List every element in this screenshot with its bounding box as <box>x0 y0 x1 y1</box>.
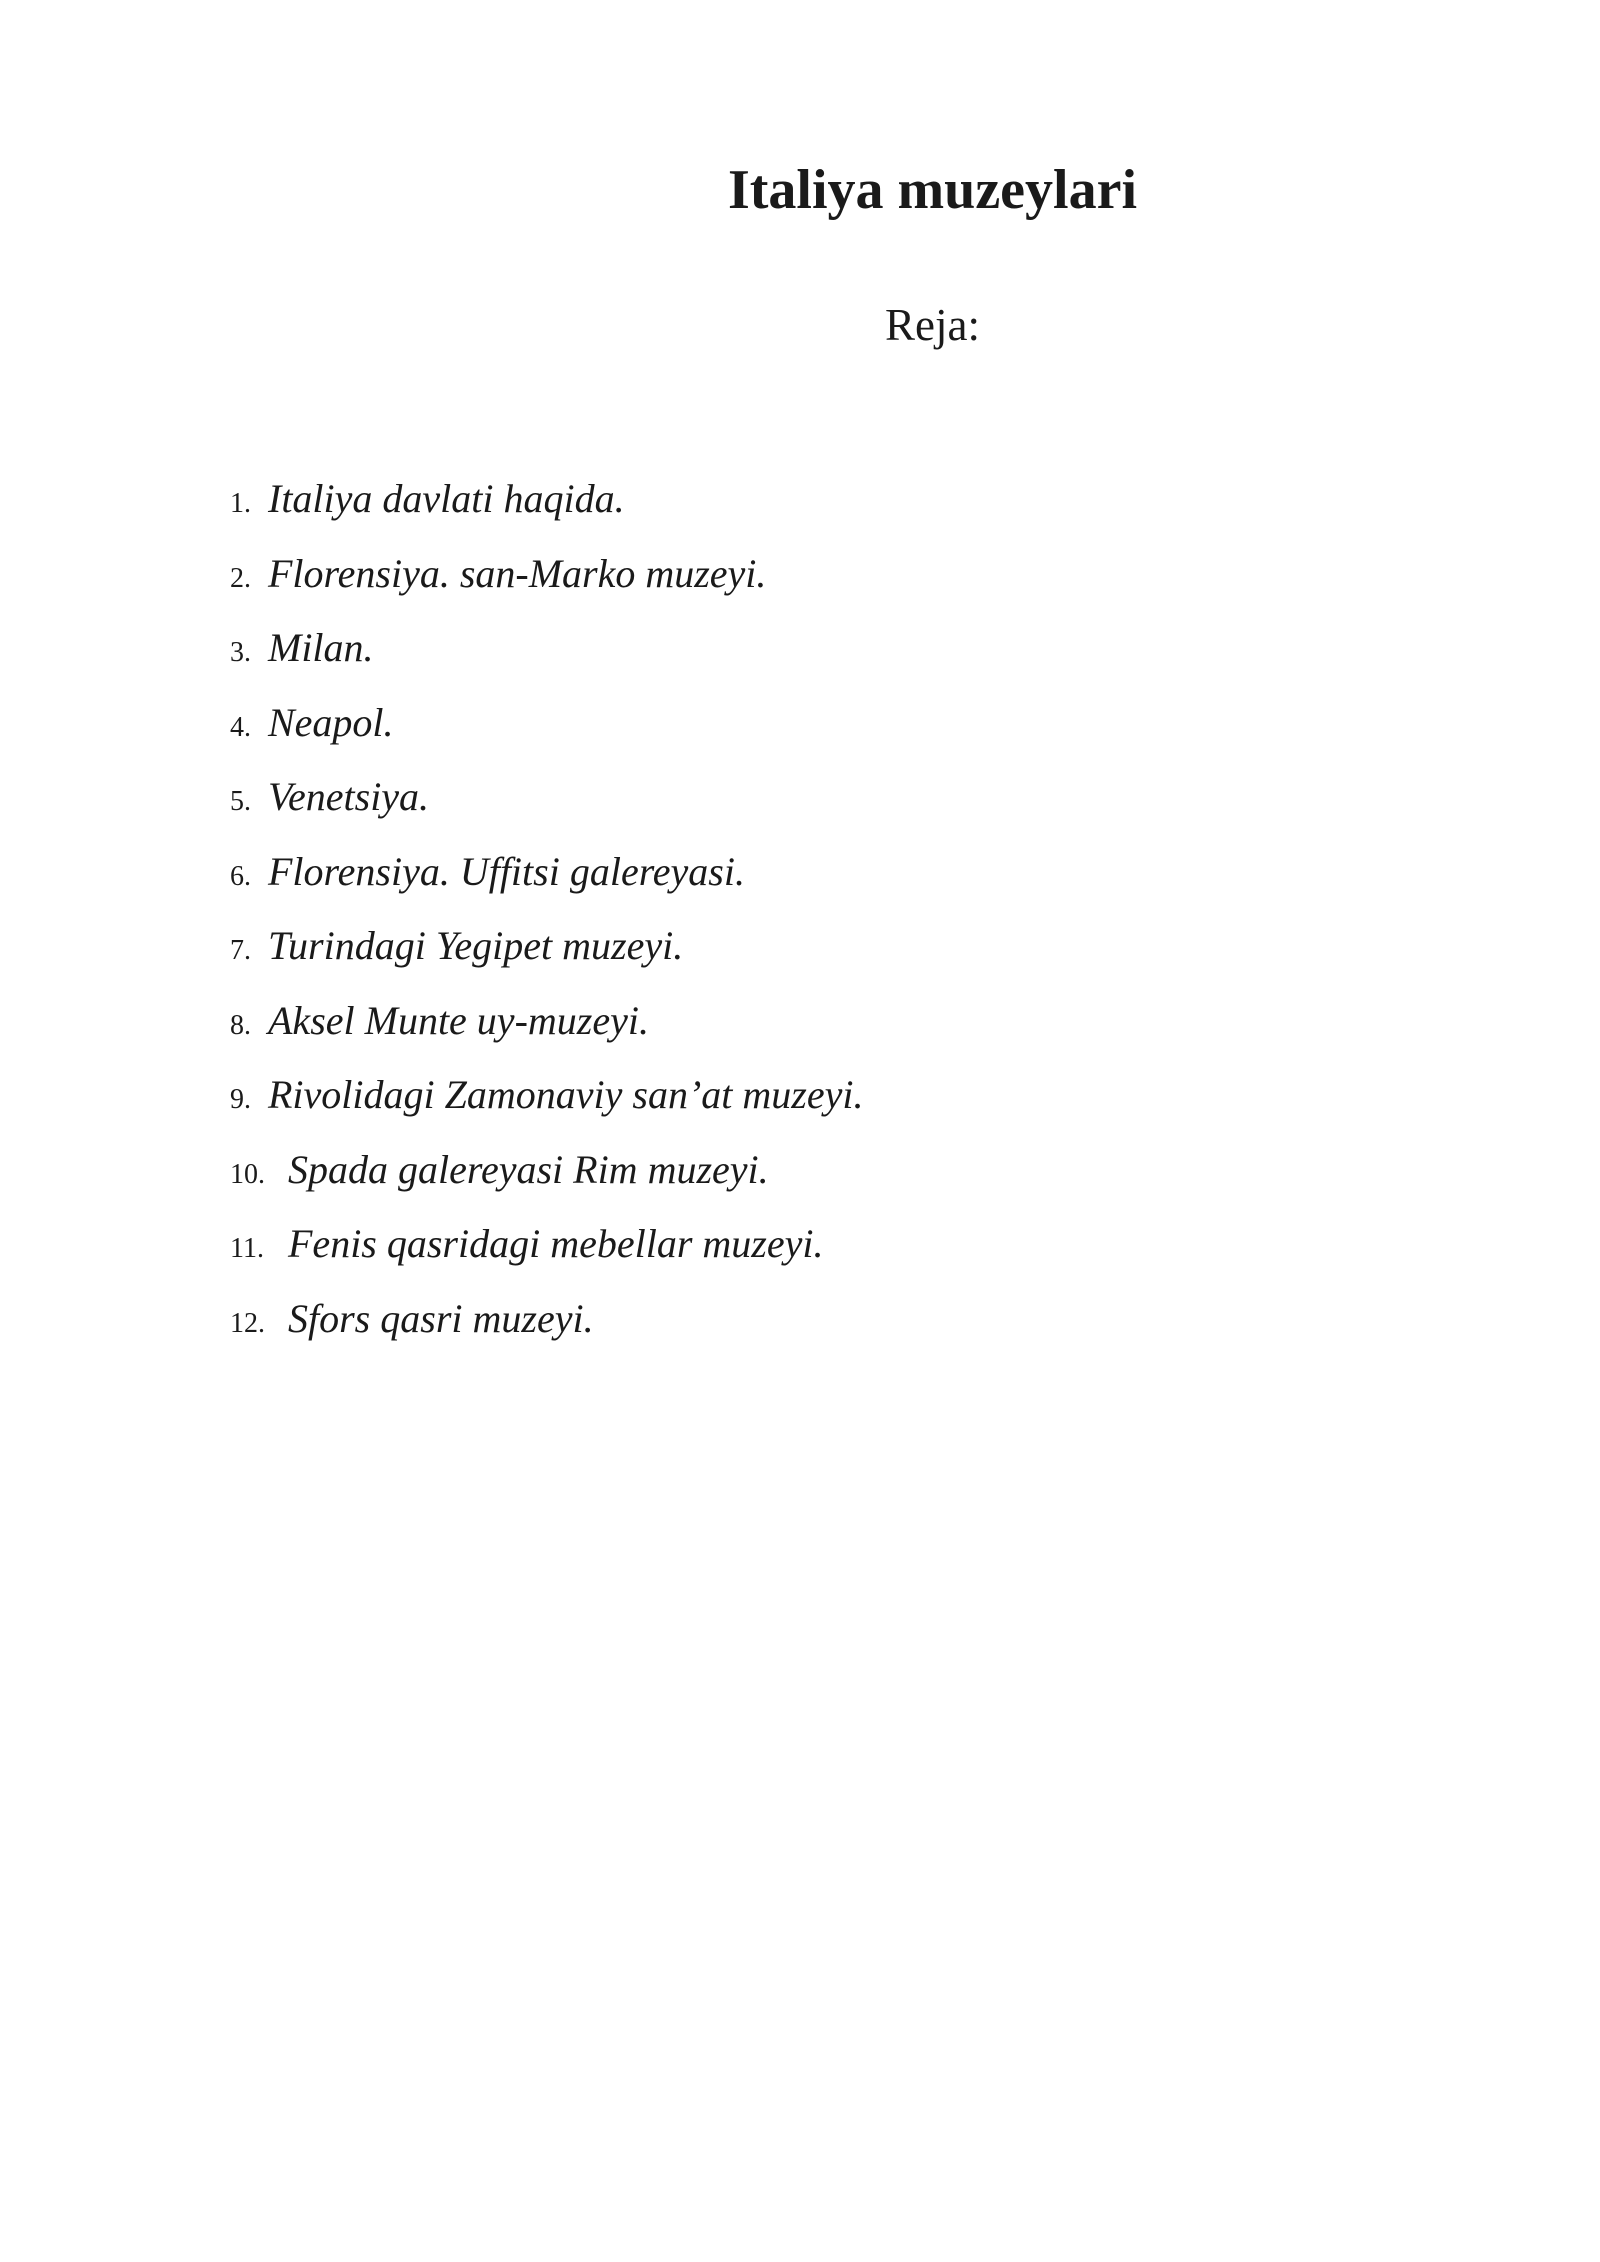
list-item-text: Florensiya. Uffitsi galereyasi. <box>268 848 745 894</box>
list-item <box>230 1071 863 1146</box>
list-item-number: 1. <box>230 488 251 519</box>
list-item <box>230 1146 863 1221</box>
list-item-number: 11. <box>230 1233 264 1264</box>
list-item <box>230 624 863 699</box>
list-item-number: 4. <box>230 711 251 743</box>
list-item-text: Venetsiya. <box>268 774 430 819</box>
list-item-text: Fenis qasridagi mebellar muzeyi. <box>288 1221 824 1266</box>
list-item-text: Turindagi Yegipet muzeyi. <box>268 923 684 968</box>
list-item <box>230 699 863 774</box>
document-title: Italiya muzeylari <box>727 159 1138 221</box>
list-item-text: Italiya davlati haqida. <box>268 476 625 521</box>
list-item <box>230 1295 863 1370</box>
list-item <box>230 922 863 997</box>
plan-list <box>230 475 863 1369</box>
list-item-text: Spada galereyasi Rim muzeyi. <box>288 1146 769 1192</box>
list-item-text: Rivolidagi Zamonaviy san’at muzeyi. <box>268 1072 864 1117</box>
list-item-number: 7. <box>230 935 251 966</box>
list-item <box>230 475 863 550</box>
list-item-text: Neapol. <box>268 699 394 745</box>
list-item-number: 6. <box>230 860 251 892</box>
list-item-number: 3. <box>230 637 251 668</box>
list-item-number: 5. <box>230 786 251 817</box>
list-item-text: Milan. <box>268 625 374 670</box>
list-item-number: 2. <box>230 562 251 594</box>
list-item-text: Sfors qasri muzeyi. <box>288 1295 594 1341</box>
list-item-number: 10. <box>230 1158 265 1190</box>
list-item <box>230 997 863 1072</box>
list-item <box>230 848 863 923</box>
list-item <box>230 550 863 625</box>
list-item-text: Aksel Munte uy-muzeyi. <box>268 997 649 1043</box>
list-item-number: 9. <box>230 1084 251 1115</box>
list-item <box>230 1220 863 1295</box>
plan-heading: Reja: <box>885 300 980 350</box>
list-item-number: 12. <box>230 1307 265 1339</box>
list-item-number: 8. <box>230 1009 251 1041</box>
list-item-text: Florensiya. san-Marko muzeyi. <box>268 550 767 596</box>
list-item <box>230 773 863 848</box>
